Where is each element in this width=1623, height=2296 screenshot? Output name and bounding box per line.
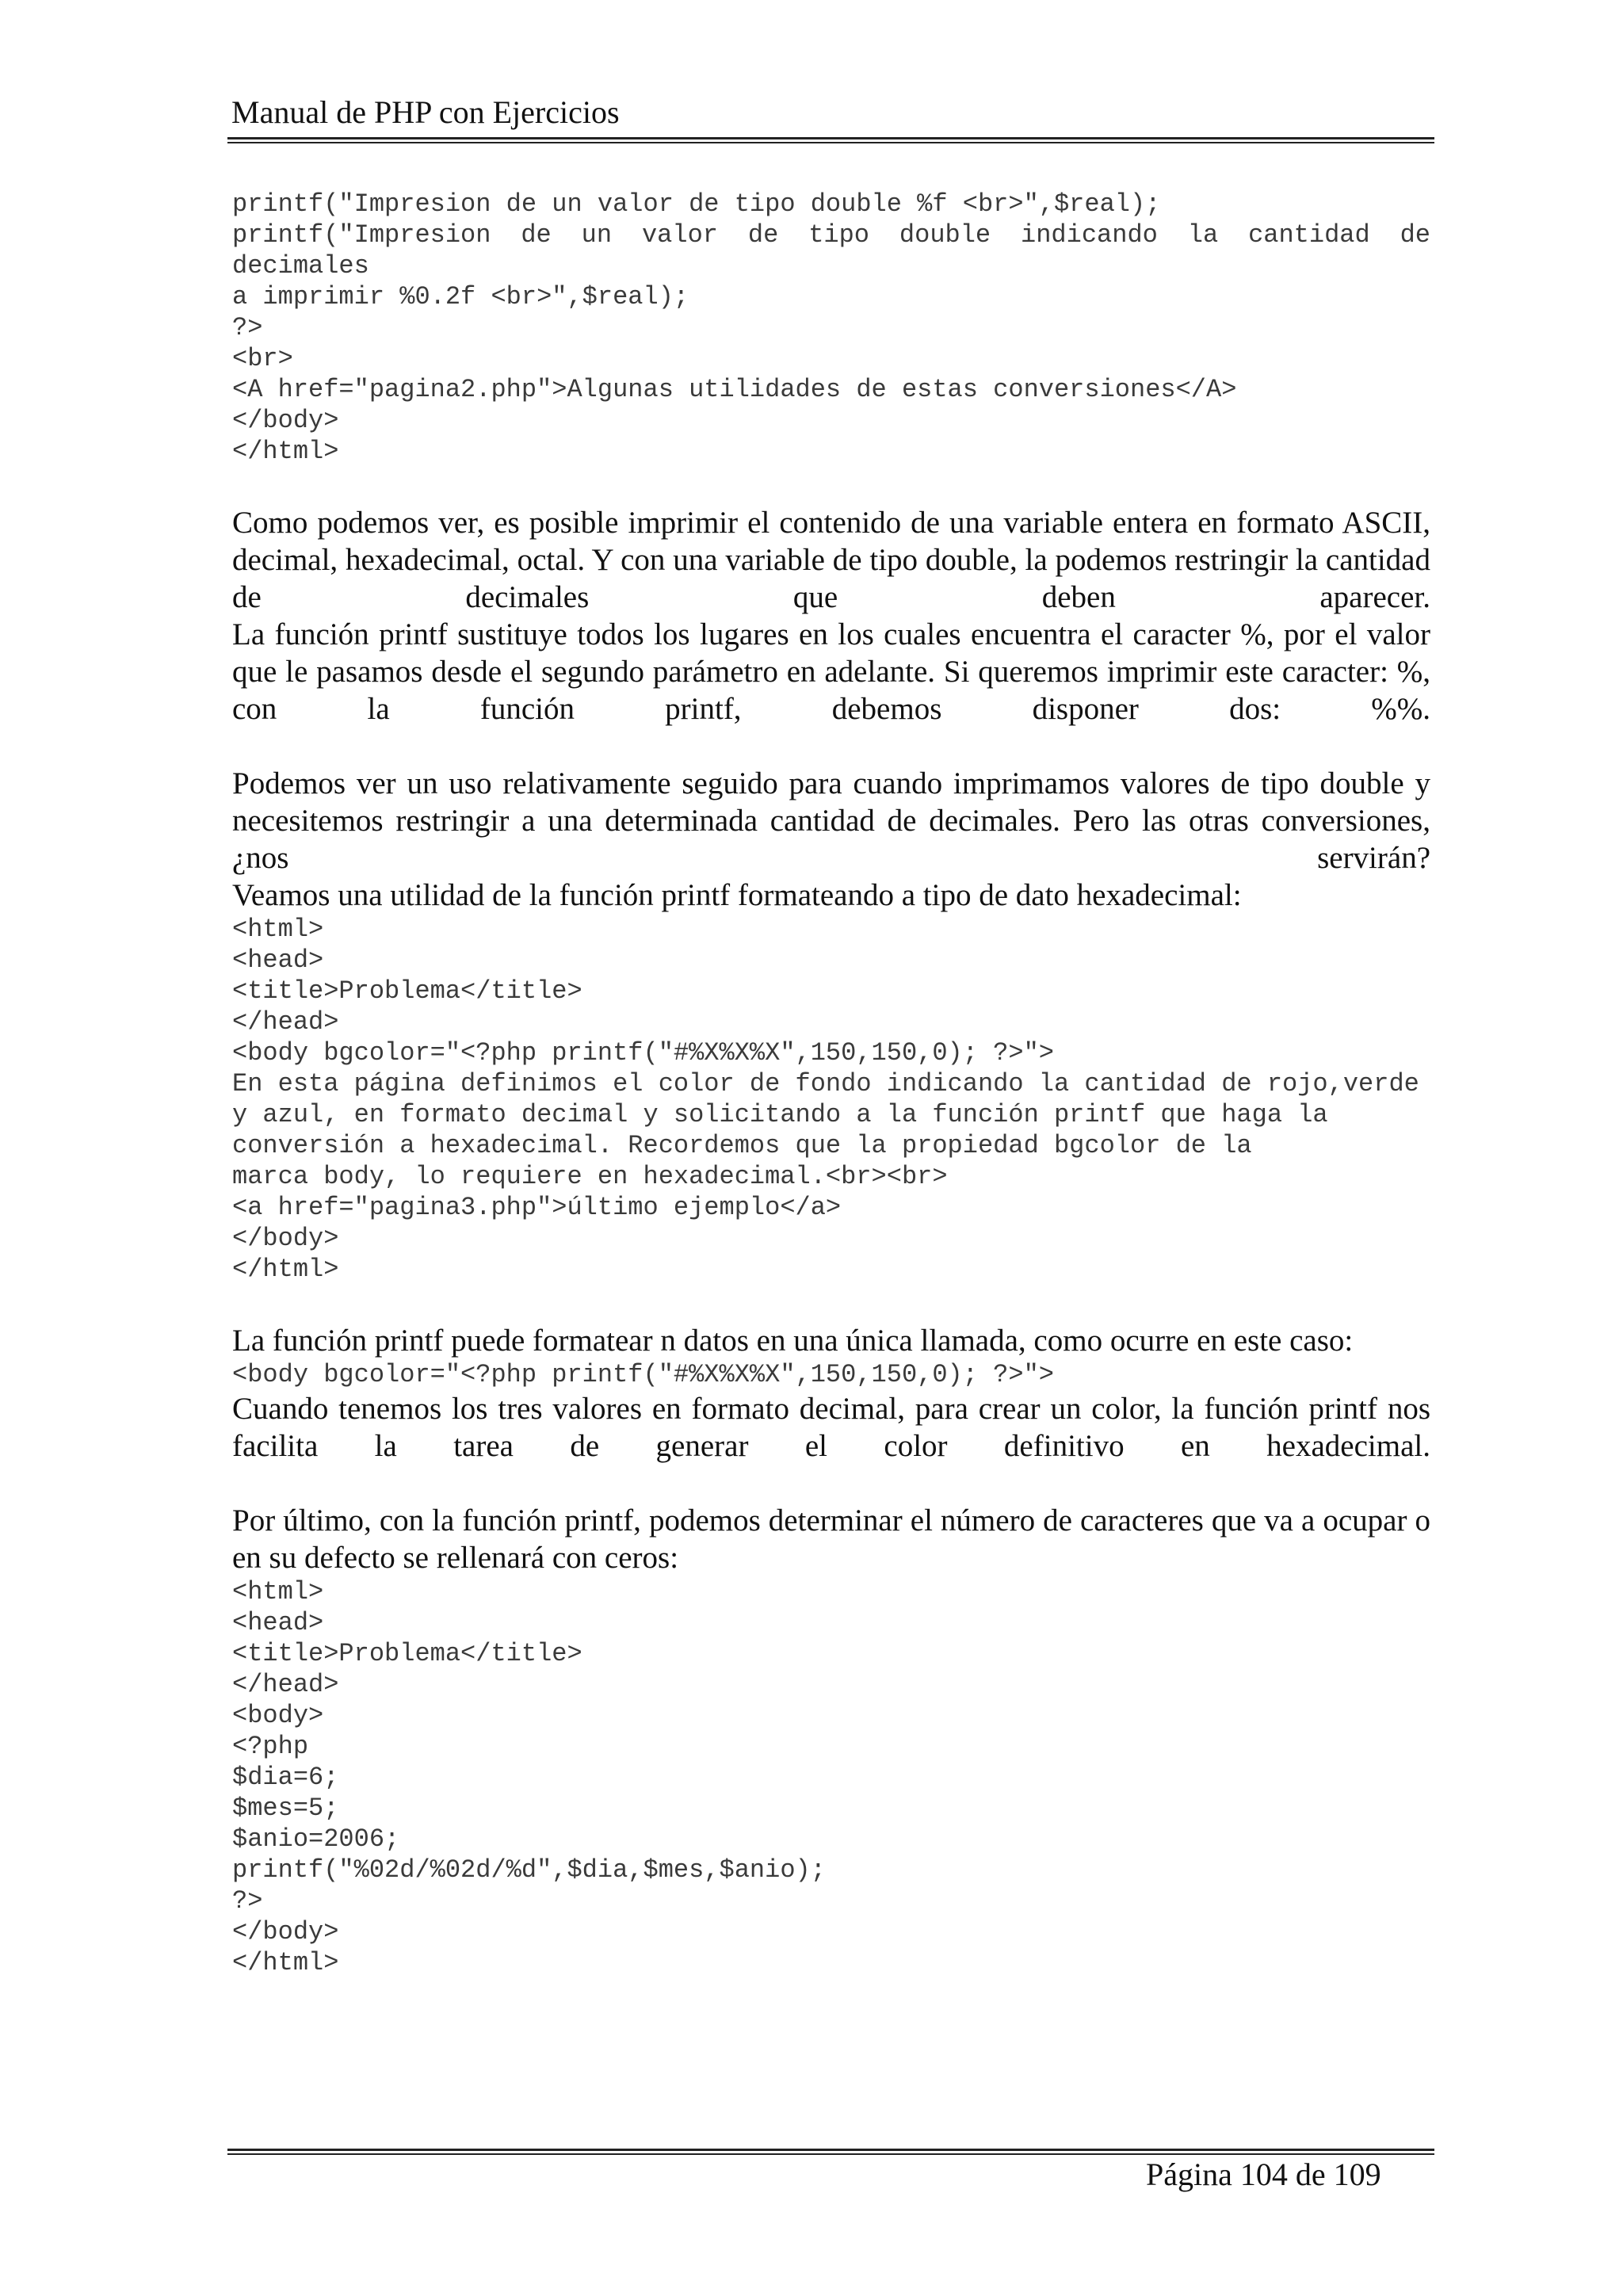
code-block-bgcolor-rest: y azul, en formato decimal y solicitando a la función printf que haga la conversión a hexadecimal. Recordemos que la propiedad bgcolor de la marca body, lo requiere en hexadecimal.<br><br> <a href="pagina3.php">último ejemplo</a> </body> </html> xyxy=(232,1100,1328,1284)
code-block-date: <html> <head> <title>Problema</title> </head> <body> <?php $dia=6; $mes=5; $anio=2006; printf("%02d/%02d/%d",$dia,$mes,$anio); ?> </body> </html> xyxy=(232,1577,826,1977)
page-content xyxy=(232,189,1430,1978)
code-block-printf-real-line2: printf("Impresion de un valor de tipo double indicando la cantidad de decimales xyxy=(232,220,1430,281)
footer-rule xyxy=(227,2149,1434,2151)
page-header-title: Manual de PHP con Ejercicios xyxy=(231,94,620,130)
paragraph-printf-padding: Por último, con la función printf, podemos determinar el número de caracteres que va a ocupar o en su defecto se rellenará con ceros: xyxy=(232,1503,1430,1575)
code-line-bgcolor: <body bgcolor="<?php printf("#%X%X%X",150,150,0); ?>"> xyxy=(232,1360,1054,1389)
code-block-printf-real-rest: a imprimir %0.2f <br>",$real); ?> <br> <A href="pagina2.php">Algunas utilidades de estas conversiones</A> </body> </html> xyxy=(232,282,1237,466)
code-block-printf-real-line1: printf("Impresion de un valor de tipo double %f <br>",$real); xyxy=(232,189,1161,219)
paragraph-printf-color: Cuando tenemos los tres valores en formato decimal, para crear un color, la función printf nos facilita la tarea de generar el color definitivo en hexadecimal. xyxy=(232,1392,1430,1463)
header-rule xyxy=(227,137,1434,139)
paragraph-printf-uses: Podemos ver un uso relativamente seguido para cuando imprimamos valores de tipo double y necesitemos restringir a una determinada cantidad de decimales. Pero las otras conversiones, ¿nos servirán? xyxy=(232,766,1430,875)
code-block-bgcolor-text: En esta página definimos el color de fondo indicando la cantidad de rojo,verde xyxy=(232,1069,1419,1098)
page-number: Página 104 de 109 xyxy=(1146,2157,1381,2192)
paragraph-printf-formats: Como podemos ver, es posible imprimir el contenido de una variable entera en formato ASCII, decimal, hexadecimal, octal. Y con una variable de tipo double, la podemos restringir la cantidad de decimales que deben aparecer. xyxy=(232,506,1430,614)
paragraph-printf-hex-intro: Veamos una utilidad de la función printf formateando a tipo de dato hexadecimal: xyxy=(232,878,1242,912)
paragraph-printf-percent: La función printf sustituye todos los lugares en los cuales encuentra el caracter %, por el valor que le pasamos desde el segundo parámetro en adelante. Si queremos imprimir este caracter: %, con la función printf, debemos disponer dos: %%. xyxy=(232,617,1430,726)
header-rule-thin xyxy=(227,142,1434,143)
paragraph-printf-multiple: La función printf puede formatear n datos en una única llamada, como ocurre en este caso: xyxy=(232,1324,1354,1358)
footer-rule-thin xyxy=(227,2153,1434,2155)
code-block-bgcolor-head: <html> <head> <title>Problema</title> </head> <body bgcolor="<?php printf("#%X%X%X",150,150,0); ?>"> xyxy=(232,915,1054,1068)
